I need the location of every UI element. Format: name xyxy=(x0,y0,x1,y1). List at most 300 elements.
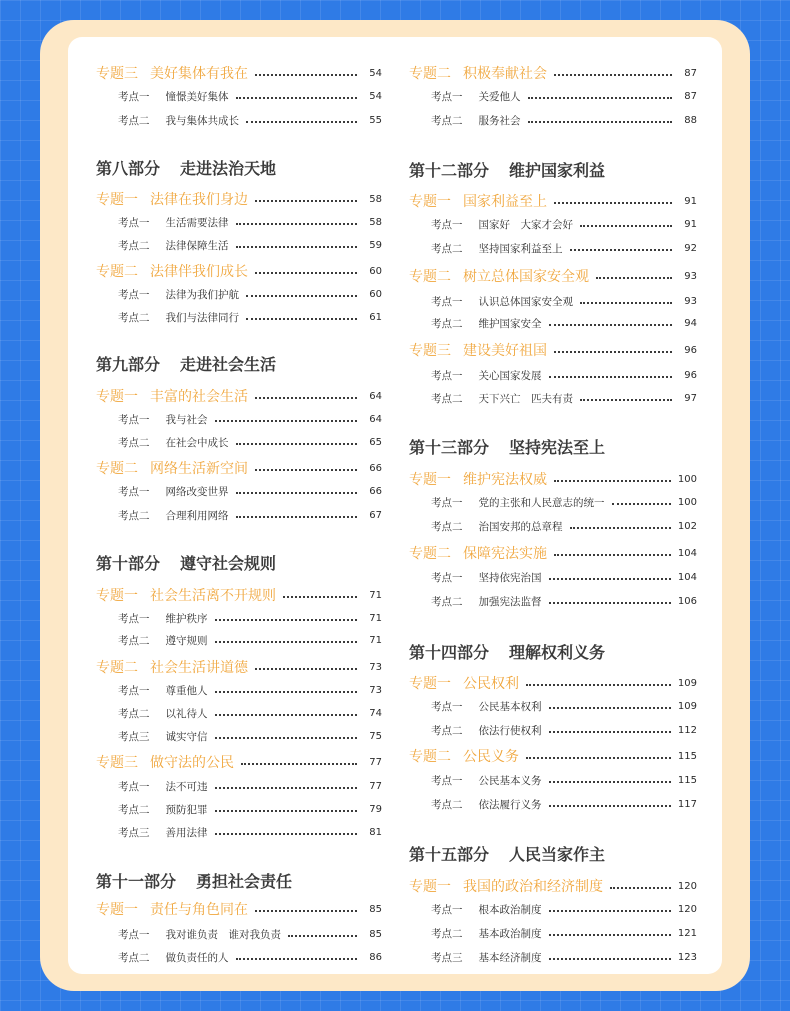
dot-leader xyxy=(549,707,671,709)
dot-leader xyxy=(215,833,358,835)
toc-point-entry[interactable] xyxy=(96,609,382,627)
toc-topic-entry[interactable] xyxy=(96,752,382,772)
toc-part-heading xyxy=(409,157,697,181)
dot-leader xyxy=(255,397,357,399)
page-number: 61 xyxy=(369,311,382,323)
toc-point-entry[interactable] xyxy=(409,493,697,511)
point-label: 考点一 xyxy=(431,774,463,787)
toc-point-entry[interactable] xyxy=(96,87,382,105)
point-label: 考点一 xyxy=(118,288,150,301)
page-number: 85 xyxy=(369,903,382,915)
part-number: 第十一部分 xyxy=(96,871,177,891)
toc-point-entry[interactable] xyxy=(96,482,382,500)
page-number: 115 xyxy=(677,750,697,762)
point-label: 考点二 xyxy=(431,724,463,737)
point-title: 认识总体国家安全观 xyxy=(478,295,573,308)
dot-leader xyxy=(283,596,357,598)
point-label: 考点一 xyxy=(431,903,463,916)
page-number: 104 xyxy=(677,547,697,559)
toc-point-entry[interactable] xyxy=(409,568,697,586)
dot-leader xyxy=(255,469,357,471)
page-number: 54 xyxy=(369,67,382,79)
toc-topic-entry[interactable] xyxy=(409,469,697,489)
toc-topic-entry[interactable] xyxy=(409,266,697,286)
page-number: 120 xyxy=(677,880,697,892)
page-number: 91 xyxy=(684,195,697,207)
page-number: 85 xyxy=(369,928,382,940)
point-label: 考点三 xyxy=(431,951,463,964)
part-title: 遵守社会规则 xyxy=(180,553,277,573)
toc-point-entry[interactable] xyxy=(409,314,697,332)
toc-part-heading xyxy=(96,550,382,574)
part-title: 人民当家作主 xyxy=(509,844,606,864)
point-label: 考点三 xyxy=(118,826,150,839)
topic-label: 专题二 xyxy=(96,461,138,477)
dot-leader xyxy=(236,958,358,960)
point-title: 坚持依宪治国 xyxy=(478,571,542,584)
dot-leader xyxy=(610,887,671,889)
toc-point-entry[interactable] xyxy=(409,292,697,310)
topic-label: 专题二 xyxy=(96,264,138,280)
dot-leader xyxy=(288,935,357,937)
topic-title: 我国的政治和经济制度 xyxy=(463,879,603,895)
point-label: 考点三 xyxy=(118,730,150,743)
page-number: 100 xyxy=(677,473,697,485)
point-label: 考点二 xyxy=(118,239,150,252)
page-number: 96 xyxy=(684,344,697,356)
toc-point-entry[interactable] xyxy=(409,517,697,535)
toc-point-entry[interactable] xyxy=(96,777,382,795)
toc-topic-entry[interactable] xyxy=(96,386,382,406)
point-title: 做负责任的人 xyxy=(165,951,229,964)
page-number: 115 xyxy=(677,774,697,786)
topic-title: 美好集体有我在 xyxy=(150,66,248,82)
dot-leader xyxy=(554,480,671,482)
toc-topic-entry[interactable] xyxy=(96,585,382,605)
page-number: 100 xyxy=(677,496,697,508)
page-number: 66 xyxy=(369,485,382,497)
point-label: 考点一 xyxy=(118,780,150,793)
point-title: 我与集体共成长 xyxy=(165,114,239,127)
page-number: 94 xyxy=(684,317,697,329)
topic-title: 维护宪法权威 xyxy=(463,472,547,488)
page-number: 104 xyxy=(677,571,697,583)
page-number: 77 xyxy=(369,780,382,792)
page-number: 92 xyxy=(684,242,697,254)
dot-leader xyxy=(549,934,671,936)
part-number: 第八部分 xyxy=(96,158,161,178)
topic-title: 公民权利 xyxy=(463,676,519,692)
toc-topic-entry[interactable] xyxy=(409,876,697,896)
page-number: 112 xyxy=(677,724,697,736)
toc-point-entry[interactable] xyxy=(409,592,697,610)
point-title: 法不可违 xyxy=(165,780,208,793)
page-number: 73 xyxy=(369,661,382,673)
dot-leader xyxy=(549,958,671,960)
dot-leader xyxy=(549,731,671,733)
topic-label: 专题一 xyxy=(409,472,451,488)
dot-leader xyxy=(549,602,671,604)
page-number: 121 xyxy=(677,927,697,939)
point-title: 在社会中成长 xyxy=(165,436,229,449)
dot-leader xyxy=(236,516,358,518)
toc-topic-entry[interactable] xyxy=(409,543,697,563)
page-number: 75 xyxy=(369,730,382,742)
page-number: 79 xyxy=(369,803,382,815)
dot-leader xyxy=(570,527,671,529)
page-number: 73 xyxy=(369,684,382,696)
point-title: 遵守规则 xyxy=(165,634,208,647)
page-number: 54 xyxy=(369,90,382,102)
part-title: 理解权利义务 xyxy=(509,642,606,662)
toc-point-entry[interactable] xyxy=(409,239,697,257)
dot-leader xyxy=(554,351,672,353)
part-title: 勇担社会责任 xyxy=(196,871,293,891)
point-title: 法律保障生活 xyxy=(165,239,229,252)
dot-leader xyxy=(236,97,358,99)
point-title: 生活需要法律 xyxy=(165,216,229,229)
point-label: 考点二 xyxy=(431,114,463,127)
point-label: 考点二 xyxy=(118,803,150,816)
point-label: 考点一 xyxy=(118,612,150,625)
point-title: 依法履行义务 xyxy=(478,798,542,811)
topic-title: 责任与角色同在 xyxy=(150,902,248,918)
topic-label: 专题三 xyxy=(96,66,138,82)
topic-title: 社会生活离不开规则 xyxy=(150,588,276,604)
point-title: 基本政治制度 xyxy=(478,927,542,940)
page-number: 96 xyxy=(684,369,697,381)
dot-leader xyxy=(580,225,672,227)
toc-point-entry[interactable] xyxy=(96,506,382,524)
page-number: 74 xyxy=(369,707,382,719)
dot-leader xyxy=(255,910,357,912)
page-number: 66 xyxy=(369,462,382,474)
point-title: 法律为我们护航 xyxy=(165,288,239,301)
point-label: 考点一 xyxy=(118,90,150,103)
point-label: 考点二 xyxy=(118,634,150,647)
point-label: 考点二 xyxy=(431,392,463,405)
point-label: 考点一 xyxy=(431,295,463,308)
page-number: 55 xyxy=(369,114,382,126)
dot-leader xyxy=(549,910,671,912)
page-number: 58 xyxy=(369,193,382,205)
toc-point-entry[interactable] xyxy=(409,87,697,105)
toc-point-entry[interactable] xyxy=(409,366,697,384)
toc-point-entry[interactable] xyxy=(409,697,697,715)
dot-leader xyxy=(246,295,357,297)
topic-title: 丰富的社会生活 xyxy=(150,389,248,405)
point-title: 憧憬美好集体 xyxy=(165,90,229,103)
point-label: 考点二 xyxy=(118,509,150,522)
toc-point-entry[interactable] xyxy=(96,823,382,841)
toc-part-heading xyxy=(409,434,697,458)
page-number: 109 xyxy=(677,700,697,712)
dot-leader xyxy=(215,691,358,693)
dot-leader xyxy=(526,757,671,759)
point-title: 公民基本权利 xyxy=(478,700,542,713)
point-title: 尊重他人 xyxy=(165,684,208,697)
point-title: 基本经济制度 xyxy=(478,951,542,964)
toc-point-entry[interactable] xyxy=(96,681,382,699)
dot-leader xyxy=(255,668,357,670)
toc-point-entry[interactable] xyxy=(409,111,697,129)
page-number: 93 xyxy=(684,270,697,282)
part-title: 坚持宪法至上 xyxy=(509,437,606,457)
dot-leader xyxy=(549,578,671,580)
toc-topic-entry[interactable] xyxy=(96,63,382,83)
point-title: 根本政治制度 xyxy=(478,903,542,916)
dot-leader xyxy=(236,492,358,494)
point-title: 预防犯罪 xyxy=(165,803,208,816)
point-title: 国家好 大家才会好 xyxy=(478,218,573,231)
toc-point-entry[interactable] xyxy=(409,389,697,407)
point-title: 我们与法律同行 xyxy=(165,311,239,324)
toc-topic-entry[interactable] xyxy=(96,261,382,281)
topic-title: 建设美好祖国 xyxy=(463,343,547,359)
point-label: 考点一 xyxy=(118,485,150,498)
dot-leader xyxy=(246,121,357,123)
dot-leader xyxy=(241,763,357,765)
point-title: 善用法律 xyxy=(165,826,208,839)
topic-label: 专题一 xyxy=(409,676,451,692)
dot-leader xyxy=(236,223,358,225)
point-title: 依法行使权利 xyxy=(478,724,542,737)
point-label: 考点二 xyxy=(431,242,463,255)
topic-title: 公民义务 xyxy=(463,749,519,765)
dot-leader xyxy=(255,272,357,274)
toc-point-entry[interactable] xyxy=(409,721,697,739)
page-number: 102 xyxy=(677,520,697,532)
point-label: 考点一 xyxy=(431,369,463,382)
dot-leader xyxy=(549,781,671,783)
dot-leader xyxy=(255,74,357,76)
toc-page xyxy=(68,37,722,974)
toc-topic-entry[interactable] xyxy=(96,189,382,209)
toc-point-entry[interactable] xyxy=(409,924,697,942)
page-number: 58 xyxy=(369,216,382,228)
page-number: 71 xyxy=(369,612,382,624)
point-title: 我对谁负责 谁对我负责 xyxy=(165,928,281,941)
part-title: 维护国家利益 xyxy=(509,160,606,180)
toc-part-heading xyxy=(96,351,382,375)
toc-point-entry[interactable] xyxy=(96,631,382,649)
page-number: 65 xyxy=(369,436,382,448)
point-label: 考点二 xyxy=(431,317,463,330)
page-number: 93 xyxy=(684,295,697,307)
page-number: 77 xyxy=(369,756,382,768)
toc-point-entry[interactable] xyxy=(96,236,382,254)
page-number: 81 xyxy=(369,826,382,838)
topic-title: 法律伴我们成长 xyxy=(150,264,248,280)
dot-leader xyxy=(554,554,671,556)
point-title: 公民基本义务 xyxy=(478,774,542,787)
point-label: 考点一 xyxy=(118,216,150,229)
topic-label: 专题二 xyxy=(96,660,138,676)
toc-topic-entry[interactable] xyxy=(409,340,697,360)
toc-point-entry[interactable] xyxy=(96,433,382,451)
point-label: 考点一 xyxy=(431,218,463,231)
topic-label: 专题二 xyxy=(409,546,451,562)
point-title: 天下兴亡 匹夫有责 xyxy=(478,392,573,405)
page-number: 87 xyxy=(684,67,697,79)
page-number: 91 xyxy=(684,218,697,230)
page-number: 60 xyxy=(369,288,382,300)
point-label: 考点一 xyxy=(431,90,463,103)
dot-leader xyxy=(554,202,672,204)
point-label: 考点一 xyxy=(431,571,463,584)
page-number: 123 xyxy=(677,951,697,963)
point-label: 考点一 xyxy=(118,413,150,426)
page-number: 120 xyxy=(677,903,697,915)
point-title: 网络改变世界 xyxy=(165,485,229,498)
dot-leader xyxy=(215,420,358,422)
topic-label: 专题二 xyxy=(409,66,451,82)
point-title: 维护国家安全 xyxy=(478,317,542,330)
toc-point-entry[interactable] xyxy=(96,213,382,231)
dot-leader xyxy=(255,200,357,202)
part-number: 第十部分 xyxy=(96,553,161,573)
page-number: 88 xyxy=(684,114,697,126)
point-title: 服务社会 xyxy=(478,114,521,127)
dot-leader xyxy=(215,619,358,621)
toc-point-entry[interactable] xyxy=(96,925,382,943)
toc-part-heading xyxy=(96,155,382,179)
page-number: 71 xyxy=(369,634,382,646)
toc-part-heading xyxy=(409,841,697,865)
topic-title: 保障宪法实施 xyxy=(463,546,547,562)
topic-label: 专题一 xyxy=(96,192,138,208)
point-title: 坚持国家利益至上 xyxy=(478,242,563,255)
part-number: 第十四部分 xyxy=(409,642,490,662)
page-number: 71 xyxy=(369,589,382,601)
toc-part-heading xyxy=(409,639,697,663)
dot-leader xyxy=(215,714,358,716)
toc-topic-entry[interactable] xyxy=(96,458,382,478)
toc-point-entry[interactable] xyxy=(409,900,697,918)
topic-label: 专题一 xyxy=(409,879,451,895)
point-title: 我与社会 xyxy=(165,413,208,426)
dot-leader xyxy=(549,376,673,378)
dot-leader xyxy=(215,641,358,643)
point-title: 治国安邦的总章程 xyxy=(478,520,563,533)
point-title: 诚实守信 xyxy=(165,730,208,743)
point-label: 考点二 xyxy=(118,436,150,449)
toc-part-heading xyxy=(96,868,382,892)
dot-leader xyxy=(554,74,672,76)
topic-title: 国家利益至上 xyxy=(463,194,547,210)
toc-point-entry[interactable] xyxy=(96,948,382,966)
page-number: 86 xyxy=(369,951,382,963)
point-label: 考点二 xyxy=(431,595,463,608)
toc-point-entry[interactable] xyxy=(96,704,382,722)
dot-leader xyxy=(236,443,358,445)
point-title: 党的主张和人民意志的统一 xyxy=(478,496,605,509)
toc-topic-entry[interactable] xyxy=(409,746,697,766)
point-title: 以礼待人 xyxy=(165,707,208,720)
topic-label: 专题一 xyxy=(96,389,138,405)
page-number: 59 xyxy=(369,239,382,251)
point-label: 考点二 xyxy=(431,927,463,940)
part-number: 第十三部分 xyxy=(409,437,490,457)
part-number: 第九部分 xyxy=(96,354,161,374)
dot-leader xyxy=(580,302,672,304)
point-label: 考点二 xyxy=(118,311,150,324)
dot-leader xyxy=(549,324,673,326)
toc-point-entry[interactable] xyxy=(409,795,697,813)
point-title: 维护秩序 xyxy=(165,612,208,625)
point-label: 考点一 xyxy=(431,700,463,713)
toc-point-entry[interactable] xyxy=(409,948,697,966)
toc-point-entry[interactable] xyxy=(409,215,697,233)
toc-topic-entry[interactable] xyxy=(409,191,697,211)
part-number: 第十二部分 xyxy=(409,160,490,180)
point-label: 考点二 xyxy=(431,798,463,811)
toc-topic-entry[interactable] xyxy=(409,673,697,693)
dot-leader xyxy=(215,737,358,739)
point-title: 关爱他人 xyxy=(478,90,521,103)
toc-point-entry[interactable] xyxy=(409,771,697,789)
point-label: 考点二 xyxy=(431,520,463,533)
topic-title: 做守法的公民 xyxy=(150,755,234,771)
page-number: 60 xyxy=(369,265,382,277)
toc-topic-entry[interactable] xyxy=(96,899,382,919)
topic-title: 积极奉献社会 xyxy=(463,66,547,82)
page-number: 67 xyxy=(369,509,382,521)
page-number: 87 xyxy=(684,90,697,102)
topic-label: 专题二 xyxy=(409,269,451,285)
dot-leader xyxy=(596,277,672,279)
point-title: 关心国家发展 xyxy=(478,369,542,382)
toc-point-entry[interactable] xyxy=(96,800,382,818)
topic-label: 专题一 xyxy=(96,902,138,918)
dot-leader xyxy=(528,121,673,123)
dot-leader xyxy=(246,318,357,320)
dot-leader xyxy=(612,503,671,505)
toc-point-entry[interactable] xyxy=(96,285,382,303)
dot-leader xyxy=(549,805,671,807)
toc-point-entry[interactable] xyxy=(96,410,382,428)
toc-topic-entry[interactable] xyxy=(96,657,382,677)
dot-leader xyxy=(570,249,673,251)
dot-leader xyxy=(580,399,672,401)
topic-label: 专题二 xyxy=(409,749,451,765)
topic-label: 专题一 xyxy=(409,194,451,210)
toc-topic-entry[interactable] xyxy=(409,63,697,83)
dot-leader xyxy=(215,810,358,812)
topic-label: 专题一 xyxy=(96,588,138,604)
topic-title: 法律在我们身边 xyxy=(150,192,248,208)
topic-title: 社会生活讲道德 xyxy=(150,660,248,676)
dot-leader xyxy=(215,787,358,789)
topic-title: 树立总体国家安全观 xyxy=(463,269,589,285)
toc-point-entry[interactable] xyxy=(96,111,382,129)
toc-point-entry[interactable] xyxy=(96,727,382,745)
point-title: 合理利用网络 xyxy=(165,509,229,522)
dot-leader xyxy=(528,97,673,99)
page-number: 97 xyxy=(684,392,697,404)
topic-label: 专题三 xyxy=(96,755,138,771)
topic-title: 网络生活新空间 xyxy=(150,461,248,477)
part-number: 第十五部分 xyxy=(409,844,490,864)
point-label: 考点二 xyxy=(118,707,150,720)
point-label: 考点二 xyxy=(118,114,150,127)
page-number: 64 xyxy=(369,390,382,402)
dot-leader xyxy=(236,246,358,248)
toc-point-entry[interactable] xyxy=(96,308,382,326)
page-number: 106 xyxy=(677,595,697,607)
page-number: 117 xyxy=(677,798,697,810)
part-title: 走进社会生活 xyxy=(180,354,277,374)
